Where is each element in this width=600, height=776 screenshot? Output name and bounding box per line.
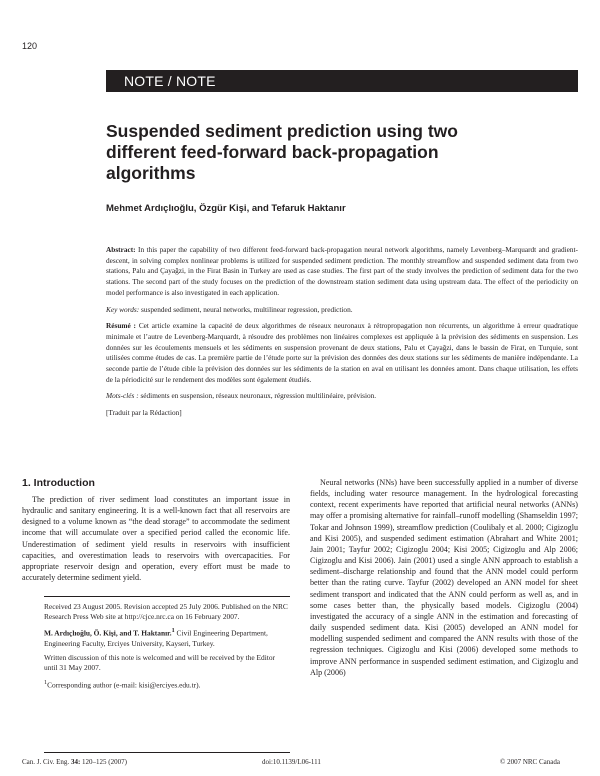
footer-citation xyxy=(22,758,127,766)
motscles-label: Mots-clés : xyxy=(106,391,139,401)
note-authors: M. Ardıçlıoğlu, Ö. Kişi, and T. Haktanır. xyxy=(44,628,172,638)
motscles-text: sédiments en suspension, réseaux neuronaux, régression multilinéaire, prévision. xyxy=(140,391,377,401)
intro-right-column xyxy=(310,477,578,678)
footer-pages: 120–125 (2007) xyxy=(82,758,127,766)
corresponding-text: Corresponding author (e-mail: kisi@erciyes.edu.tr). xyxy=(47,680,201,690)
corresponding-note xyxy=(44,678,290,691)
resume-label: Résumé : xyxy=(106,321,136,331)
keywords-line xyxy=(106,305,578,316)
resume-paragraph xyxy=(106,321,578,385)
note-affiliation: Civil Engineering Department, Engineering Faculty, Erciyes University, Kayseri, Turkey. xyxy=(44,628,268,649)
keywords-text: suspended sediment, neural networks, multilinear regression, prediction. xyxy=(141,304,353,314)
abstract-block xyxy=(106,245,578,425)
footer-doi: doi:10.1139/L06-111 xyxy=(262,758,321,766)
received-note: Received 23 August 2005. Revision accepted 25 July 2006. Published on the NRC Research Press Web site at http://cjce.nrc.ca on 16 February 2007. xyxy=(44,602,288,622)
corresponding-footnote-mark: 1 xyxy=(44,679,48,686)
intro-right-paragraph: Neural networks (NNs) have been successfully applied in a number of diverse fields, including water resource management. In the hydrological forecasting context, recent experiments have reported that artificial neural networks (ANNs) may offer a promising alternative for rainfall–runoff modelling (Shamseldin 1997; Tokar and Johnson 1999), streamflow prediction (Coulibaly et al. 2000; Cigizoglu and Kisi 2005), and suspended sediment estimation (Abrahart and White 2001; Jain 2001; Tayfur 2002; Cigizoglu 2004; Kisi 2005; Cigizoglu and Alp 2006; Cigizoglu and Kisi 2006). Jain (2001) used a single ANN approach to establish a sediment–discharge relationship and found that the ANN model could perform better than the rating curve. Tayfur (2002) developed an ANN model for sheet sediment transport and indicated that the ANN could perform as well as, and in some cases better than, the physically based models. Cigizoglu (2004) investigated the accuracy of a single ANN in the estimation and forecasting of daily suspended sediment data. Kisi (2005) developed an ANN model for modelling suspended sediment and compared the ANN results with those of the regression techniques. Cigizoglu and Kisi (2006) developed some methods to improve ANN performance in suspended sediment estimation, and Cigizoglu and Alp (2006) xyxy=(310,478,578,677)
resume-text: Cet article examine la capacité de deux algorithmes de réseaux neuronaux à rétropropagation non récurrents, un algorithme à erreur quadratique minimale et l’autre de Levenberg-Marquardt, à résoudre des problèmes non linéaires complexes est appliquée à la prévision des sédiments en suspension. Les données sur les écoulements mensuels et les sédiments en suspension provenant de deux stations, Palu et Çayağzi, dans le bassin de Firat, en Turquie, sont utilisées comme études de cas. La première partie de l’étude porte sur la prévision des données des deux stations sur les sédiments de manière indépendante. La seconde partie de l’étude cible la prévision des données sur les sédiments de la station en aval en utilisant les données amont. Dans chaque utilisation, les effets de la périodicité sur le rendement des modèles sont également étudiés. xyxy=(106,321,578,384)
author-list: Mehmet Ardıçlıoğlu, Özgür Kişi, and Tefaruk Haktanır xyxy=(106,203,346,214)
intro-left-paragraph: The prediction of river sediment load constitutes an important issue in hydraulic and sanitary engineering. It is a well-known fact that all reservoirs are designed to a volume known as “the dead storage” to accommodate the sediment income that will accumulate over a specified period called the economic life. Underestimation of sediment yield results in reservoirs with insufficient capacities, and overestimation leads to reservoirs with overcapacities. For appropriate reservoir design and operation, every effort must be made to accurately determine sediment yield. xyxy=(22,495,290,583)
article-title: Suspended sediment prediction using two different feed-forward back-propagation algorithms xyxy=(106,121,458,183)
motscles-line xyxy=(106,391,578,402)
section-heading: 1. Introduction xyxy=(22,477,95,489)
note-banner-label: NOTE / NOTE xyxy=(124,73,216,89)
footer-copyright: © 2007 NRC Canada xyxy=(500,758,560,766)
article-notes-box xyxy=(44,596,290,753)
page-number: 120 xyxy=(22,41,38,51)
abstract-text: In this paper the capability of two different feed-forward back-propagation neural network algorithms, namely Levenberg–Marquardt and gradient-descent, in solving complex nonlinear problems is utilized for suspended sediment prediction. The monthly streamflow and suspended sediment data from two stations, Palu and Çayağzi, in the Firat Basin in Turkey are used as case studies. The first part of the study involves the prediction of sediment data for the two stations. The second part of the study focuses on the prediction of the downstream station sediment data using upstream data. The effect of the periodicity on model performance is also investigated in each application. xyxy=(106,245,578,297)
footer-journal-name: Can. J. Civ. Eng. xyxy=(22,758,70,766)
discussion-note: Written discussion of this note is welcomed and will be received by the Editor until 31 May 2007. xyxy=(44,653,276,673)
note-authors-footnote-mark: 1 xyxy=(171,628,175,635)
intro-left-column xyxy=(22,494,290,583)
keywords-label: Key words: xyxy=(106,304,140,314)
affiliation-note xyxy=(44,626,290,649)
translator-note: [Traduit par la Rédaction] xyxy=(106,408,182,418)
abstract-label: Abstract: xyxy=(106,245,136,254)
footer-volume: 34: xyxy=(70,758,81,766)
abstract-paragraph xyxy=(106,245,578,299)
